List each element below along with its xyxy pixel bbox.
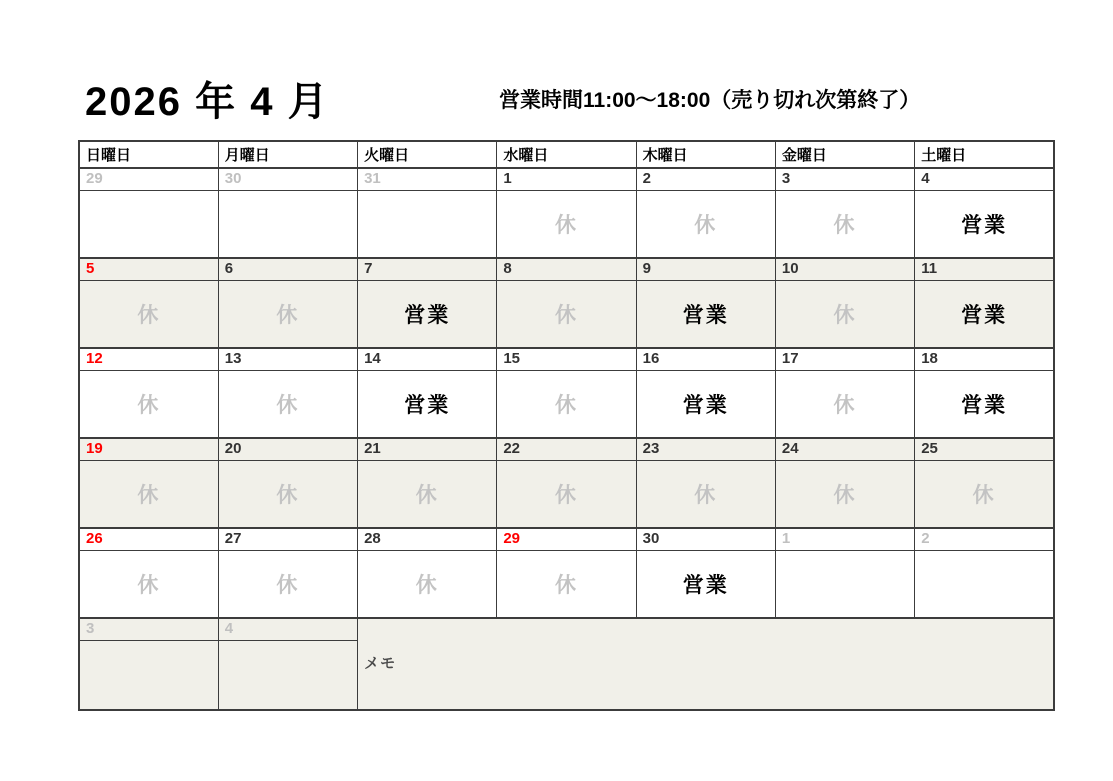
weekday-header-row — [79, 141, 1054, 168]
week-5-date-row — [79, 528, 1054, 550]
date-cell: 15 — [497, 348, 636, 370]
week-5-status-row — [79, 550, 1054, 618]
page-title: 2026 年 4 月 — [85, 80, 330, 124]
week-1-status-row — [79, 190, 1054, 258]
date-cell: 18 — [915, 348, 1054, 370]
date-cell: 23 — [636, 438, 775, 460]
status-cell: 休 — [79, 280, 218, 348]
status-cell: 休 — [636, 190, 775, 258]
weekday-header-cell: 日曜日 — [79, 141, 218, 168]
date-cell: 16 — [636, 348, 775, 370]
weekday-header-cell: 木曜日 — [636, 141, 775, 168]
date-cell: 30 — [218, 168, 357, 190]
status-cell: 休 — [497, 190, 636, 258]
status-cell: 休 — [497, 550, 636, 618]
date-cell: 5 — [79, 258, 218, 280]
date-cell: 12 — [79, 348, 218, 370]
date-cell: 30 — [636, 528, 775, 550]
business-hours-note: 営業時間11:00～18:00（売り切れ次第終了） — [499, 89, 921, 112]
week-4-date-row — [79, 438, 1054, 460]
status-cell: 営業 — [915, 190, 1054, 258]
weekday-header-cell: 月曜日 — [218, 141, 357, 168]
week-1-date-row — [79, 168, 1054, 190]
status-cell: 休 — [497, 370, 636, 438]
week-6-date-row — [79, 618, 1054, 640]
date-cell: 2 — [915, 528, 1054, 550]
status-cell — [218, 190, 357, 258]
date-cell: 8 — [497, 258, 636, 280]
date-cell: 10 — [775, 258, 914, 280]
date-cell: 17 — [775, 348, 914, 370]
week-2-date-row — [79, 258, 1054, 280]
date-cell: 19 — [79, 438, 218, 460]
weekday-header-cell: 水曜日 — [497, 141, 636, 168]
status-cell: 休 — [218, 280, 357, 348]
calendar-table — [78, 140, 1055, 711]
date-cell: 14 — [358, 348, 497, 370]
status-cell: 休 — [358, 460, 497, 528]
date-cell: 25 — [915, 438, 1054, 460]
date-cell: 3 — [79, 618, 218, 640]
status-cell — [218, 640, 357, 710]
status-cell: 営業 — [636, 370, 775, 438]
date-cell: 21 — [358, 438, 497, 460]
date-cell: 2 — [636, 168, 775, 190]
date-cell: 27 — [218, 528, 357, 550]
date-cell: 9 — [636, 258, 775, 280]
status-cell: 営業 — [636, 280, 775, 348]
calendar-body — [79, 141, 1054, 710]
date-cell: 11 — [915, 258, 1054, 280]
status-cell: 休 — [775, 460, 914, 528]
status-cell: 休 — [79, 550, 218, 618]
status-cell — [915, 550, 1054, 618]
status-cell: 休 — [636, 460, 775, 528]
status-cell — [79, 640, 218, 710]
date-cell: 6 — [218, 258, 357, 280]
date-cell: 20 — [218, 438, 357, 460]
status-cell: 休 — [775, 190, 914, 258]
weekday-header-cell: 火曜日 — [358, 141, 497, 168]
date-cell: 22 — [497, 438, 636, 460]
status-cell: 休 — [497, 460, 636, 528]
status-cell: 休 — [218, 460, 357, 528]
date-cell: 1 — [775, 528, 914, 550]
status-cell — [358, 190, 497, 258]
status-cell: 休 — [775, 370, 914, 438]
week-3-status-row — [79, 370, 1054, 438]
week-4-status-row — [79, 460, 1054, 528]
date-cell: 29 — [497, 528, 636, 550]
date-cell: 31 — [358, 168, 497, 190]
status-cell: 営業 — [915, 370, 1054, 438]
date-cell: 1 — [497, 168, 636, 190]
date-cell: 7 — [358, 258, 497, 280]
status-cell — [775, 550, 914, 618]
date-cell: 28 — [358, 528, 497, 550]
date-cell: 24 — [775, 438, 914, 460]
memo-cell: メモ — [358, 618, 1054, 710]
weekday-header-cell: 土曜日 — [915, 141, 1054, 168]
weekday-header-cell: 金曜日 — [775, 141, 914, 168]
status-cell: 休 — [497, 280, 636, 348]
date-cell: 29 — [79, 168, 218, 190]
status-cell: 休 — [358, 550, 497, 618]
date-cell: 4 — [915, 168, 1054, 190]
status-cell — [79, 190, 218, 258]
status-cell: 休 — [915, 460, 1054, 528]
date-cell: 3 — [775, 168, 914, 190]
week-2-status-row — [79, 280, 1054, 348]
status-cell: 休 — [79, 460, 218, 528]
status-cell: 営業 — [358, 280, 497, 348]
week-3-date-row — [79, 348, 1054, 370]
status-cell: 営業 — [915, 280, 1054, 348]
date-cell: 13 — [218, 348, 357, 370]
date-cell: 26 — [79, 528, 218, 550]
status-cell: 営業 — [636, 550, 775, 618]
status-cell: 休 — [218, 370, 357, 438]
status-cell: 営業 — [358, 370, 497, 438]
status-cell: 休 — [775, 280, 914, 348]
status-cell: 休 — [79, 370, 218, 438]
date-cell: 4 — [218, 618, 357, 640]
status-cell: 休 — [218, 550, 357, 618]
